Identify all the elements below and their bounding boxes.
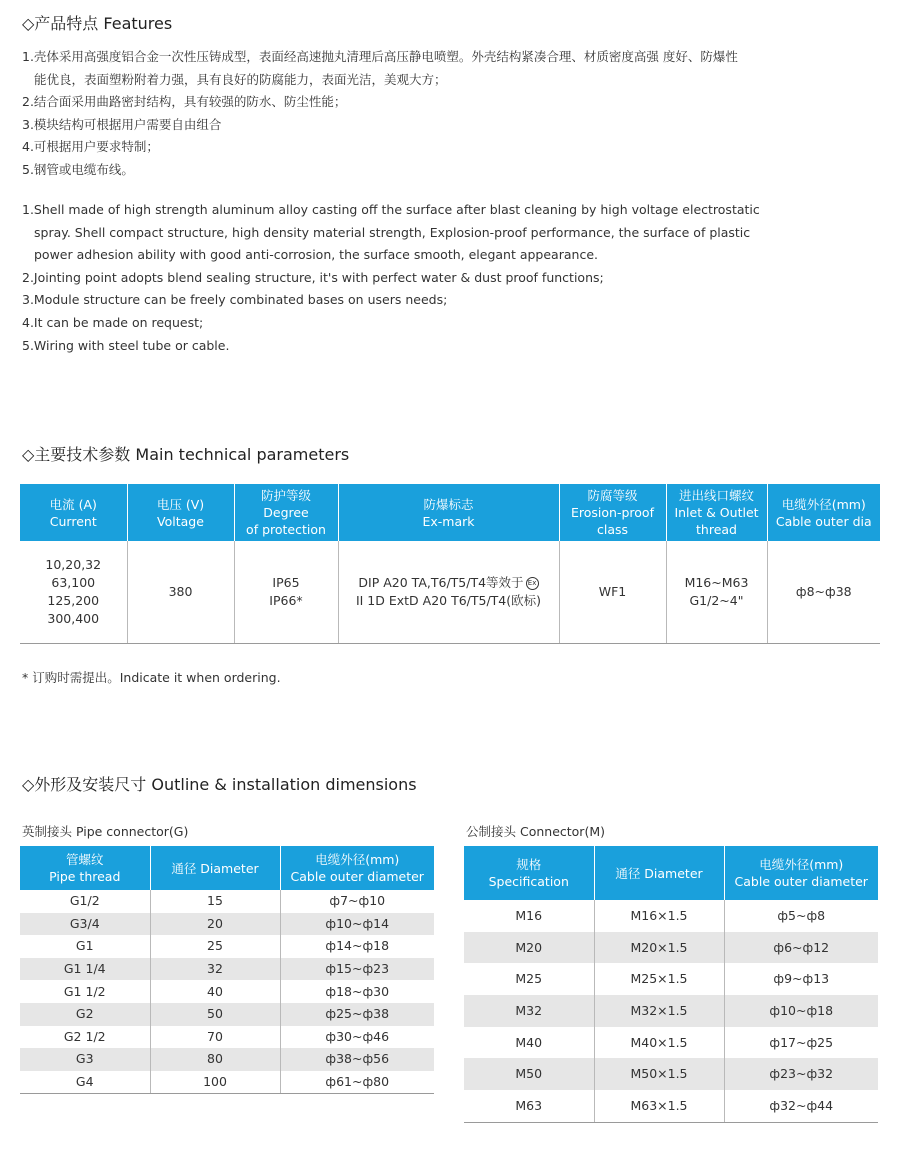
header-exmark: 防爆标志 Ex-mark (338, 484, 559, 541)
cell-exmark: DIP A20 TA,T6/T5/T4等效于 Ex II 1D ExtD A20 T6/T5/T4(欧标) (338, 541, 559, 644)
features-cn-line: 5.钢管或电缆布线。 (22, 161, 134, 177)
ex-symbol-icon: Ex (526, 577, 539, 590)
cell-voltage: 380 (127, 541, 234, 644)
table-cell: G1 (20, 935, 150, 958)
table-cell: G2 1/2 (20, 1026, 150, 1049)
table-cell: ф25~ф38 (280, 1003, 434, 1026)
header-specification: 规格 Specification (464, 846, 594, 900)
table-cell: 100 (150, 1071, 280, 1094)
features-cn (22, 46, 884, 182)
table-cell: 40 (150, 980, 280, 1003)
table-cell: ф6~ф12 (724, 932, 878, 964)
table-row (20, 913, 434, 936)
cell-current: 10,20,32 63,100 125,200 300,400 (20, 541, 127, 644)
table-cell: ф32~ф44 (724, 1090, 878, 1122)
table-cell: G3/4 (20, 913, 150, 936)
table-cell: M40×1.5 (594, 1027, 724, 1059)
table-row (20, 1026, 434, 1049)
table-cell: ф10~ф14 (280, 913, 434, 936)
table-cell: ф15~ф23 (280, 958, 434, 981)
table-cell: ф5~ф8 (724, 900, 878, 932)
table-cell: G2 (20, 1003, 150, 1026)
table-cell: 70 (150, 1026, 280, 1049)
features-cn-line: 能优良，表面塑粉附着力强，具有良好的防腐能力，表面光洁，美观大方； (34, 71, 447, 87)
table-cell: ф30~ф46 (280, 1026, 434, 1049)
table-row (464, 963, 878, 995)
features-en-line: 2.Jointing point adopts blend sealing structure, it's with perfect water & dust proof functions; (22, 269, 604, 285)
table-row (20, 1071, 434, 1094)
cell-protection: IP65 IP66* (234, 541, 338, 644)
metric-connector-table (464, 846, 878, 1123)
header-thread: 进出线口螺纹 Inlet & Outlet thread (666, 484, 767, 541)
table-cell: G4 (20, 1071, 150, 1094)
cell-erosion: WF1 (559, 541, 666, 644)
table-cell: M25×1.5 (594, 963, 724, 995)
table-cell: M50 (464, 1058, 594, 1090)
params-table (20, 484, 880, 644)
table-row (20, 1003, 434, 1026)
table-row (464, 995, 878, 1027)
features-en-line: 5.Wiring with steel tube or cable. (22, 337, 230, 353)
features-en-line: power adhesion ability with good anti-corrosion, the surface smooth, elegant appearance. (34, 247, 598, 263)
table-cell: ф61~ф80 (280, 1071, 434, 1094)
table-cell: ф7~ф10 (280, 890, 434, 913)
header-protection: 防护等级 Degree of protection (234, 484, 338, 541)
header-cable: 电缆外径(mm) Cable outer dia (767, 484, 880, 541)
header-erosion: 防腐等级 Erosion-proof class (559, 484, 666, 541)
table-row (20, 1048, 434, 1071)
table-row (464, 900, 878, 932)
table-row (20, 541, 880, 644)
features-en (22, 199, 884, 357)
features-en-line: 3.Module structure can be freely combinated bases on users needs; (22, 292, 448, 308)
pipe-connector-label: 英制接头 Pipe connector(G) (22, 824, 189, 839)
table-cell: ф23~ф32 (724, 1058, 878, 1090)
table-row (20, 935, 434, 958)
features-cn-line: 2.结合面采用曲路密封结构，具有较强的防水、防尘性能； (22, 94, 347, 110)
header-pipe-thread: 管螺纹 Pipe thread (20, 846, 150, 890)
table-cell: M16×1.5 (594, 900, 724, 932)
table-row (464, 1090, 878, 1122)
header-voltage: 电压 (V) Voltage (127, 484, 234, 541)
header-current: 电流 (A) Current (20, 484, 127, 541)
table-row (464, 1027, 878, 1059)
header-cable-outer: 电缆外径(mm) Cable outer diameter (724, 846, 878, 900)
table-cell: ф9~ф13 (724, 963, 878, 995)
table-cell: ф17~ф25 (724, 1027, 878, 1059)
pipe-connector-table (20, 846, 434, 1094)
table-cell: M40 (515, 1034, 543, 1050)
params-title: ◇主要技术参数 Main technical parameters (22, 445, 350, 464)
outline-title: ◇外形及安装尺寸 Outline & installation dimensions (22, 775, 417, 794)
header-diameter: 通径 Diameter (150, 846, 280, 890)
features-cn-line: 4.可根据用户要求特制； (22, 139, 159, 155)
table-row (20, 980, 434, 1003)
table-cell: G1 1/4 (20, 958, 150, 981)
table-cell: M32×1.5 (594, 995, 724, 1027)
features-en-line: spray. Shell compact structure, high density material strength, Explosion-proof performance, the surface of plastic (34, 224, 751, 240)
table-cell: ф10~ф18 (724, 995, 878, 1027)
table-cell: G3 (20, 1048, 150, 1071)
header-diameter: 通径 Diameter (594, 846, 724, 900)
table-row (464, 932, 878, 964)
table-cell: M63 (464, 1090, 594, 1122)
table-cell: M63×1.5 (594, 1090, 724, 1122)
features-en-line: 4.It can be made on request; (22, 314, 204, 330)
table-cell: M16 (515, 907, 543, 923)
table-row (20, 958, 434, 981)
table-cell: 25 (150, 935, 280, 958)
table-cell: 32 (150, 958, 280, 981)
table-cell: 20 (150, 913, 280, 936)
metric-connector-label: 公制接头 Connector(M) (466, 824, 605, 839)
table-cell: M50×1.5 (594, 1058, 724, 1090)
table-cell: G1/2 (20, 890, 150, 913)
table-row (20, 890, 434, 913)
cell-cable: ф8~ф38 (767, 541, 880, 644)
table-row (464, 1058, 878, 1090)
header-cable-outer: 电缆外径(mm) Cable outer diameter (280, 846, 434, 890)
features-title: ◇产品特点 Features (22, 14, 173, 33)
features-cn-line: 3.模块结构可根据用户需要自由组合 (22, 116, 222, 132)
table-cell: 50 (150, 1003, 280, 1026)
table-cell: M20 (464, 932, 594, 964)
table-cell: G1 1/2 (20, 980, 150, 1003)
table-cell: ф38~ф56 (280, 1048, 434, 1071)
table-cell: M25 (515, 971, 543, 987)
table-cell: M20×1.5 (594, 932, 724, 964)
table-cell: M32 (464, 995, 594, 1027)
features-en-line: 1.Shell made of high strength aluminum alloy casting off the surface after blast cleaning by high voltage electrostatic (22, 202, 760, 217)
table-cell: 15 (150, 890, 280, 913)
table-cell: 80 (150, 1048, 280, 1071)
features-cn-line: 1.壳体采用高强度铝合金一次性压铸成型，表面经高速抛丸清理后高压静电喷塑。外壳结构紧凑合理、材质密度高强 度好、防爆性 (22, 49, 738, 64)
table-cell: ф14~ф18 (280, 935, 434, 958)
cell-thread: M16~M63 G1/2~4" (666, 541, 767, 644)
table-cell: ф18~ф30 (280, 980, 434, 1003)
order-note: * 订购时需提出。Indicate it when ordering. (22, 670, 281, 685)
